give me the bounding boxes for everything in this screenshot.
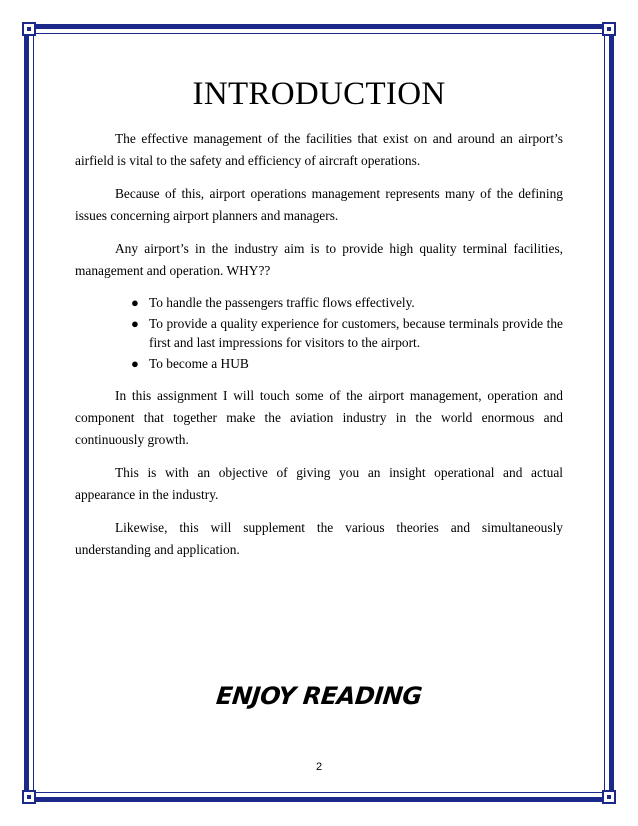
- list-item-text: To provide a quality experience for customers, because terminals provide the first and last impressions for visitors to the airport.: [149, 316, 563, 350]
- list-item-text: To handle the passengers traffic flows effectively.: [149, 295, 415, 310]
- paragraph: This is with an objective of giving you an insight operational and actual appearance in the industry.: [75, 465, 563, 502]
- document-body: [75, 78, 563, 572]
- list-item: [131, 314, 563, 352]
- page-title: INTRODUCTION: [192, 76, 446, 112]
- paragraph: Any airport’s in the industry aim is to provide high quality terminal facilities, management and operation. WHY??: [75, 241, 563, 278]
- corner-ornament-bottom-right: [602, 790, 616, 804]
- bullet-list: [75, 293, 563, 373]
- list-item: [131, 293, 563, 312]
- bullet-icon: ●: [131, 356, 139, 371]
- corner-ornament-top-left: [22, 22, 36, 36]
- closing-text: ENJOY READING: [214, 682, 424, 710]
- paragraph: The effective management of the facilities that exist on and around an airport’s airfield is vital to the safety and efficiency of aircraft operations.: [75, 131, 563, 168]
- corner-ornament-top-right: [602, 22, 616, 36]
- paragraph: Because of this, airport operations management represents many of the defining issues concerning airport planners and managers.: [75, 186, 563, 223]
- paragraph: Likewise, this will supplement the various theories and simultaneously understanding and application.: [75, 520, 563, 557]
- bullet-icon: ●: [131, 295, 139, 310]
- bullet-icon: ●: [131, 316, 139, 331]
- corner-ornament-bottom-left: [22, 790, 36, 804]
- list-item: [131, 354, 563, 373]
- page-number: 2: [315, 761, 323, 773]
- list-item-text: To become a HUB: [149, 356, 249, 371]
- paragraph: In this assignment I will touch some of the airport management, operation and component that together make the aviation industry in the world enormous and continuously growth.: [75, 388, 563, 447]
